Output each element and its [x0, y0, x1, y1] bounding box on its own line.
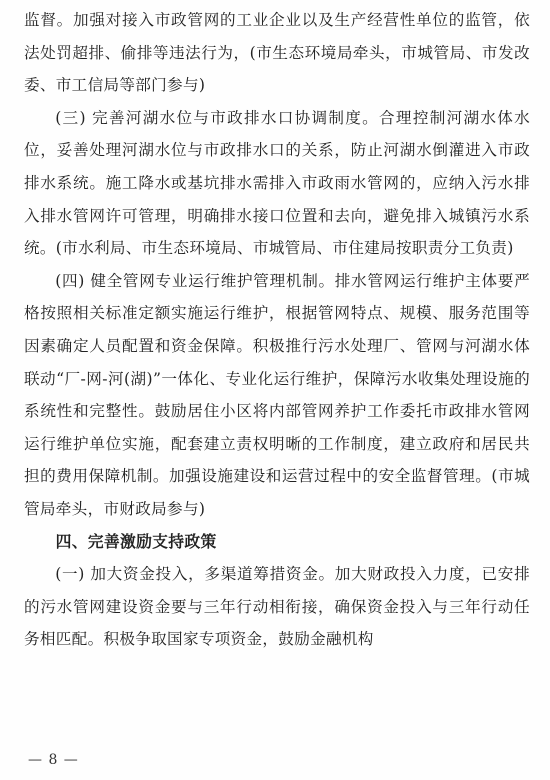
section-heading: 四、完善激励支持政策 — [55, 531, 217, 551]
page-number: — 8 — — [28, 752, 79, 768]
paragraph-section-3: (三) 完善河湖水位与市政排水口协调制度。合理控制河湖水体水位，妥善处理河湖水位与市政排水口的关系，防止河湖水倒灌进入市政排水系统。施工降水或基坑排水需排入市政雨水管网的，应纳入污水排入排水管网许可管理，明确排水接口位置和去向，避免排入城镇污水系统。(市水利局、市生态环境局、市城管局、市住建局按职责分工负责) — [24, 108, 530, 258]
paragraph-continued: 监督。加强对接入市政管网的工业企业以及生产经营性单位的监管，依法处罚超排、偷排等违法行为，(市生态环境局牵头，市城管局、市发改委、市工信局等部门参与) — [24, 11, 530, 95]
paragraph-subsection-1: (一) 加大资金投入，多渠道筹措资金。加大财政投入力度，已安排的污水管网建设资金要与三年行动相衔接，确保资金投入与三年行动任务相匹配。积极争取国家专项资金，鼓励金融机构 — [24, 565, 530, 649]
paragraph-section-4: (四) 健全管网专业运行维护管理机制。排水管网运行维护主体要严格按照相关标准定额实施运行维护，根据管网特点、规模、服务范围等因素确定人员配置和资金保障。积极推行污水处理厂、管网与河湖水体联动“厂-网-河(湖)”一体化、专业化运行维护，保障污水收集处理设施的系统性和完整性。鼓励居住小区将内部管网养护工作委托市政排水管网运行维护单位实施，配套建立责权明晰的工作制度，建立政府和居民共担的费用保障机制。加强设施建设和运营过程中的安全监督管理。(市城管局牵头，市财政局参与) — [24, 271, 530, 518]
document-body — [24, 4, 530, 656]
